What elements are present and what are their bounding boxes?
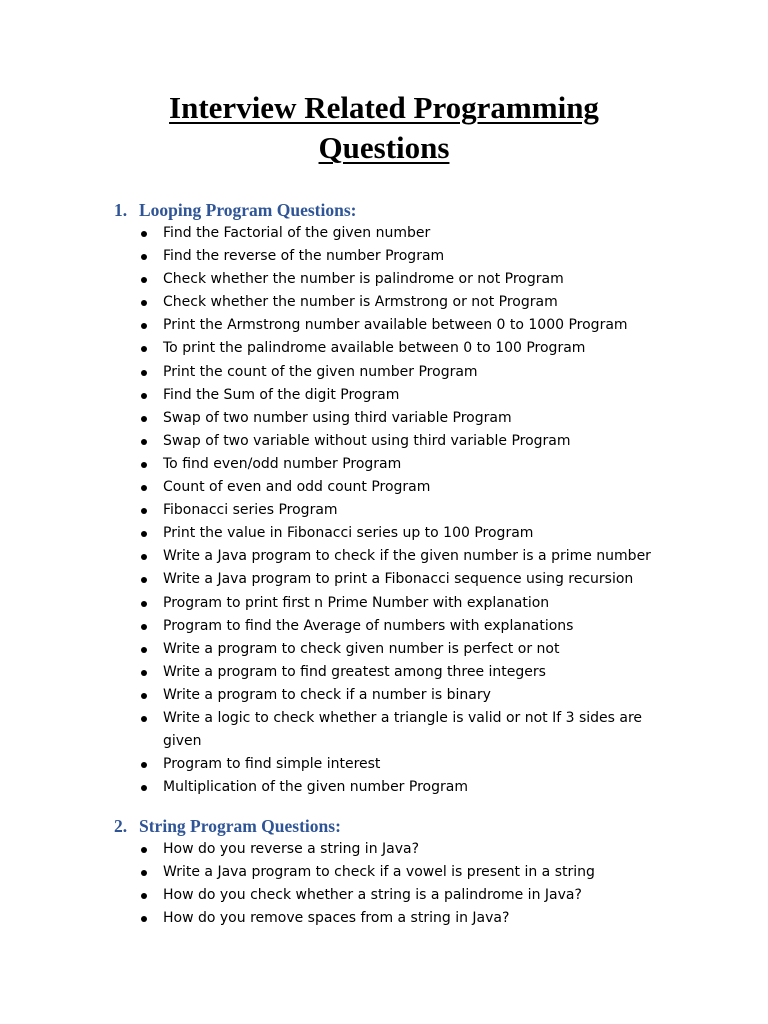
bullet-icon — [141, 670, 147, 676]
bullet-icon — [141, 893, 147, 899]
list-item: Print the value in Fibonacci series up to 100 Program — [0, 522, 700, 545]
list-item: To find even/odd number Program — [0, 453, 700, 476]
list-item: Find the Sum of the digit Program — [0, 384, 700, 407]
section-number: 1. — [114, 200, 128, 220]
list-item: Find the reverse of the number Program — [0, 245, 700, 268]
bullet-icon — [141, 439, 147, 445]
bullet-icon — [141, 416, 147, 422]
page-title — [100, 88, 668, 168]
bullet-icon — [141, 531, 147, 537]
bullet-icon — [141, 346, 147, 352]
list-item: Write a program to find greatest among three integers — [0, 661, 700, 684]
section-heading-looping — [114, 199, 356, 221]
list-item: Swap of two number using third variable Program — [0, 407, 700, 430]
bullet-icon — [141, 647, 147, 653]
list-item: How do you reverse a string in Java? — [0, 838, 700, 861]
list-item: Program to find the Average of numbers with explanations — [0, 615, 700, 638]
bullet-icon — [141, 323, 147, 329]
bullet-icon — [141, 577, 147, 583]
list-item: Program to find simple interest — [0, 753, 700, 776]
bullet-icon — [141, 254, 147, 260]
list-item: Multiplication of the given number Program — [0, 776, 700, 799]
list-item: Write a program to check if a number is binary — [0, 684, 700, 707]
bullet-icon — [141, 693, 147, 699]
list-item: Write a Java program to check if a vowel is present in a string — [0, 861, 700, 884]
bullet-icon — [141, 462, 147, 468]
list-item: Write a Java program to check if the given number is a prime number — [0, 545, 700, 568]
title-line-2: Questions — [318, 130, 450, 165]
list-item: Print the count of the given number Program — [0, 361, 700, 384]
bullet-icon — [141, 300, 147, 306]
looping-questions-list — [0, 222, 700, 799]
bullet-icon — [141, 393, 147, 399]
list-item: Swap of two variable without using third variable Program — [0, 430, 700, 453]
bullet-icon — [141, 554, 147, 560]
bullet-icon — [141, 277, 147, 283]
list-item: Check whether the number is palindrome or not Program — [0, 268, 700, 291]
list-item: To print the palindrome available between 0 to 100 Program — [0, 337, 700, 360]
list-item: Check whether the number is Armstrong or not Program — [0, 291, 700, 314]
bullet-icon — [141, 870, 147, 876]
title-line-1: Interview Related Programming — [169, 90, 599, 125]
bullet-icon — [141, 716, 147, 722]
section-number: 2. — [114, 816, 128, 836]
string-questions-list — [0, 838, 700, 930]
list-item: How do you remove spaces from a string in Java? — [0, 907, 700, 930]
list-item: Write a logic to check whether a triangle is valid or not If 3 sides are given — [0, 707, 700, 753]
bullet-icon — [141, 916, 147, 922]
bullet-icon — [141, 785, 147, 791]
list-item: Find the Factorial of the given number — [0, 222, 700, 245]
bullet-icon — [141, 847, 147, 853]
list-item: Write a Java program to print a Fibonacci sequence using recursion — [0, 568, 700, 591]
section-title: Looping Program Questions: — [139, 200, 357, 220]
list-item: Count of even and odd count Program — [0, 476, 700, 499]
bullet-icon — [141, 508, 147, 514]
bullet-icon — [141, 624, 147, 630]
bullet-icon — [141, 485, 147, 491]
bullet-icon — [141, 762, 147, 768]
section-title: String Program Questions: — [139, 816, 341, 836]
list-item: Program to print first n Prime Number with explanation — [0, 592, 700, 615]
list-item: Fibonacci series Program — [0, 499, 700, 522]
section-heading-string — [114, 815, 341, 837]
list-item: Print the Armstrong number available between 0 to 1000 Program — [0, 314, 700, 337]
bullet-icon — [141, 231, 147, 237]
bullet-icon — [141, 370, 147, 376]
bullet-icon — [141, 601, 147, 607]
list-item: Write a program to check given number is perfect or not — [0, 638, 700, 661]
list-item: How do you check whether a string is a palindrome in Java? — [0, 884, 700, 907]
